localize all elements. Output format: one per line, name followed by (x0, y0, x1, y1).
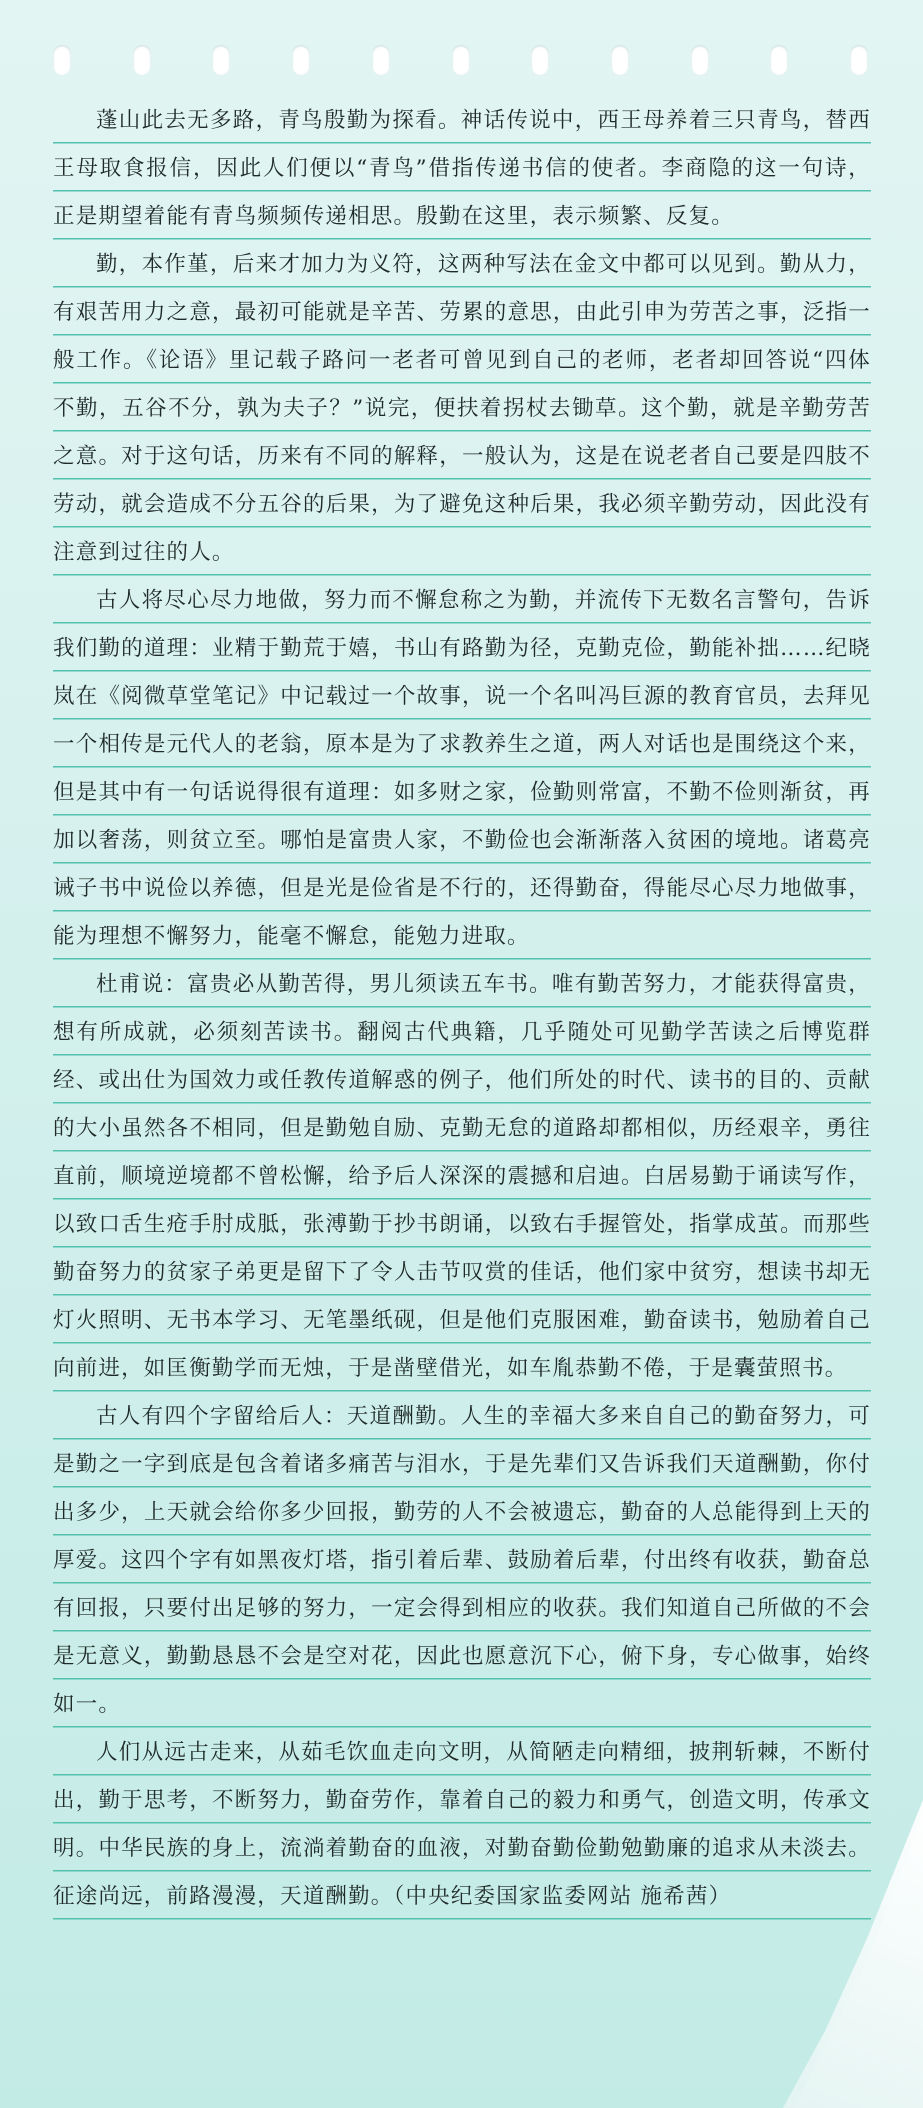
article-paragraph-signature: 人们从远古走来，从茹毛饮血走向文明，从简陋走向精细，披荆斩棘，不断付出，勤于思考，不断努力，勤奋劳作，靠着自己的毅力和勇气，创造文明，传承文明。中华民族的身上，流淌着勤奋的血液，对勤奋勤俭勤勉勤廉的追求从未淡去。征途尚远，前路漫漫，天道酬勤。（中央纪委国家监委网站 施希茜） (53, 1729, 871, 1921)
article-paragraph: 蓬山此去无多路，青鸟殷勤为探看。神话传说中，西王母养着三只青鸟，替西王母取食报信，因此人们便以“青鸟”借指传递书信的使者。李商隐的这一句诗，正是期望着能有青鸟频频传递相思。殷勤在这里，表示频繁、反复。 (53, 97, 871, 241)
binder-hole (531, 45, 549, 75)
binder-hole (850, 45, 868, 75)
binder-holes (0, 45, 923, 79)
article-paragraph: 古人将尽心尽力地做，努力而不懈怠称之为勤，并流传下无数名言警句，告诉我们勤的道理：业精于勤荒于嬉，书山有路勤为径，克勤克俭，勤能补拙……纪晓岚在《阅微草堂笔记》中记载过一个故事，说一个名叫冯巨源的教育官员，去拜见一个相传是元代人的老翁，原本是为了求教养生之道，两人对话也是围绕这个来，但是其中有一句话说得很有道理：如多财之家，俭勤则常富，不勤不俭则渐贫，再加以奢荡，则贫立至。哪怕是富贵人家，不勤俭也会渐渐落入贫困的境地。诸葛亮诫子书中说俭以养德，但是光是俭省是不行的，还得勤奋，得能尽心尽力地做事，能为理想不懈努力，能毫不懈怠，能勉力进取。 (53, 577, 871, 961)
binder-hole (770, 45, 788, 75)
binder-hole (611, 45, 629, 75)
article-paragraph: 杜甫说：富贵必从勤苦得，男儿须读五车书。唯有勤苦努力，才能获得富贵，想有所成就，必须刻苦读书。翻阅古代典籍，几乎随处可见勤学苦读之后博览群经、或出仕为国效力或任教传道解惑的例子，他们所处的时代、读书的目的、贡献的大小虽然各不相同，但是勤勉自励、克勤无怠的道路却都相似，历经艰辛，勇往直前，顺境逆境都不曾松懈，给予后人深深的震撼和启迪。白居易勤于诵读写作，以致口舌生疮手肘成胝，张溥勤于抄书朗诵，以致右手握管处，指掌成茧。而那些勤奋努力的贫家子弟更是留下了令人击节叹赏的佳话，他们家中贫穷，想读书却无灯火照明、无书本学习、无笔墨纸砚，但是他们克服困难，勤奋读书，勉励着自己向前进，如匡衡勤学而无烛，于是凿壁借光，如车胤恭勤不倦，于是囊萤照书。 (53, 961, 871, 1393)
binder-hole (292, 45, 310, 75)
binder-hole (53, 45, 71, 75)
binder-hole (691, 45, 709, 75)
binder-hole (133, 45, 151, 75)
article-paragraph: 勤，本作堇，后来才加力为义符，这两种写法在金文中都可以见到。勤从力，有艰苦用力之意，最初可能就是辛苦、劳累的意思，由此引申为劳苦之事，泛指一般工作。《论语》里记载子路问一老者可曾见到自己的老师，老者却回答说“四体不勤，五谷不分，孰为夫子？”说完，便扶着拐杖去锄草。这个勤，就是辛勤劳苦之意。对于这句话，历来有不同的解释，一般认为，这是在说老者自己要是四肢不劳动，就会造成不分五谷的后果，为了避免这种后果，我必须辛勤劳动，因此没有注意到过往的人。 (53, 241, 871, 577)
article-paragraph: 古人有四个字留给后人：天道酬勤。人生的幸福大多来自自己的勤奋努力，可是勤之一字到底是包含着诸多痛苦与泪水，于是先辈们又告诉我们天道酬勤，你付出多少，上天就会给你多少回报，勤劳的人不会被遗忘，勤奋的人总能得到上天的厚爱。这四个字有如黑夜灯塔，指引着后辈、鼓励着后辈，付出终有收获，勤奋总有回报，只要付出足够的努力，一定会得到相应的收获。我们知道自己所做的不会是无意义，勤勤恳恳不会是空对花，因此也愿意沉下心，俯下身，专心做事，始终如一。 (53, 1393, 871, 1729)
binder-hole (372, 45, 390, 75)
binder-hole (452, 45, 470, 75)
binder-hole (212, 45, 230, 75)
article-body (53, 97, 871, 1921)
